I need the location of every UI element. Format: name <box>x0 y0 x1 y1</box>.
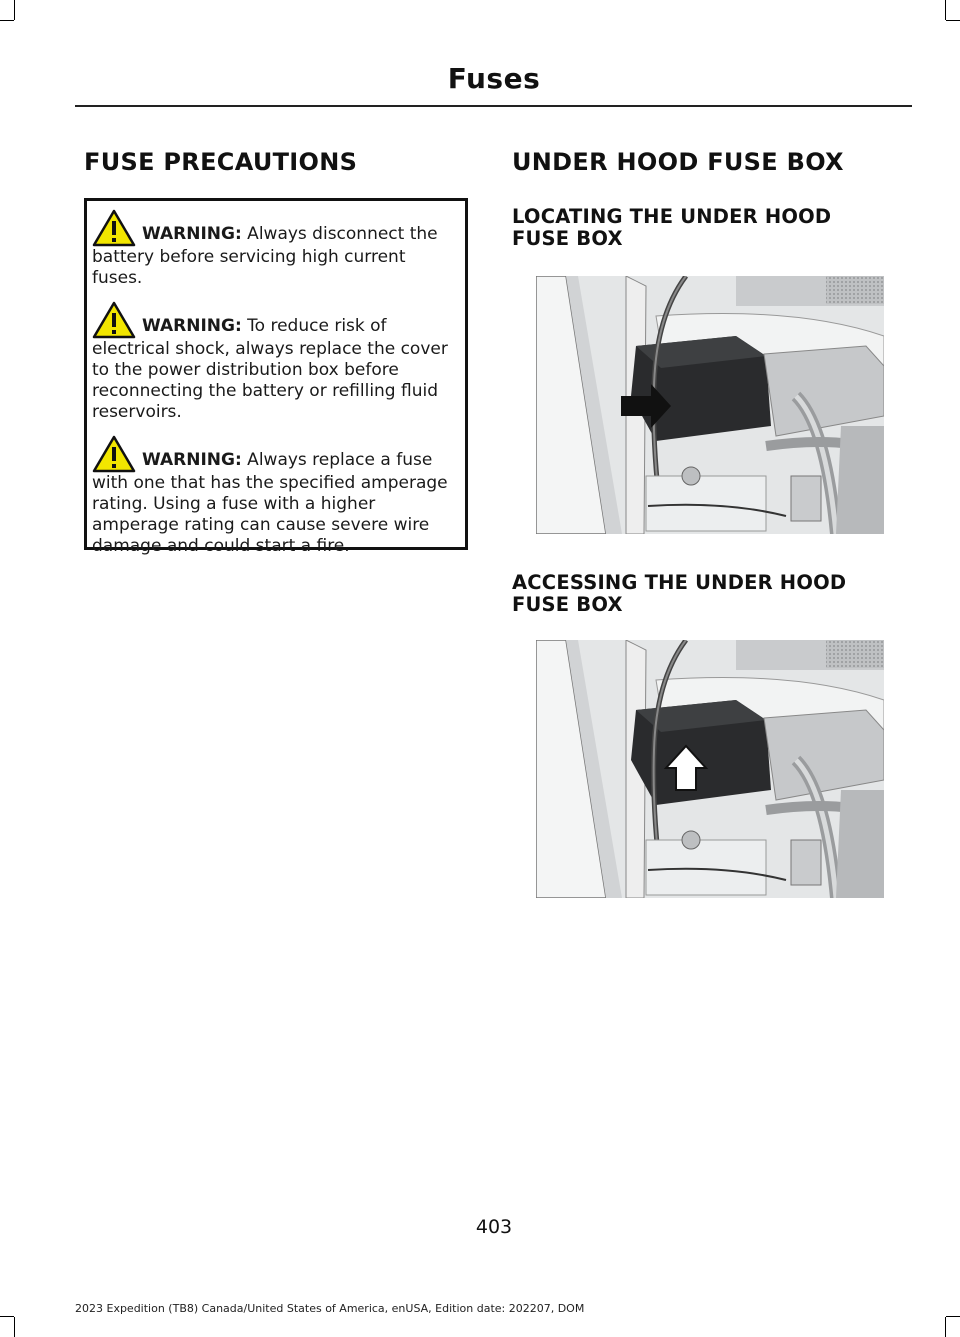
crop-mark <box>945 0 946 20</box>
engine-bay-illustration <box>536 276 884 534</box>
warning-box <box>84 198 468 556</box>
crop-mark <box>14 1317 15 1337</box>
warning-label: WARNING: <box>142 316 242 336</box>
left-column <box>84 146 474 556</box>
footer-edition-info: 2023 Expedition (TB8) Canada/United States of America, enUSA, Edition date: 202207, DOM <box>75 1302 585 1315</box>
locating-fuse-box-heading: LOCATING THE UNDER HOOD FUSE BOX <box>512 205 832 250</box>
crop-mark <box>14 0 15 20</box>
under-hood-fuse-box-heading: UNDER HOOD FUSE BOX <box>512 148 844 176</box>
warning-triangle-icon <box>92 435 136 473</box>
warning-text: To reduce risk of electrical shock, always replace the cover to the power distribution box before reconnecting the battery or refilling fluid reservoirs. <box>92 316 448 422</box>
warning-text: Always disconnect the battery before servicing high current fuses. <box>92 224 438 288</box>
page-header-title: Fuses <box>447 62 541 95</box>
crop-mark <box>946 1316 960 1317</box>
crop-mark <box>0 1316 14 1317</box>
warning-item <box>92 435 459 557</box>
right-column <box>512 146 892 616</box>
crop-mark <box>945 1317 946 1337</box>
page-number: 403 <box>475 1216 513 1238</box>
warning-text: Always replace a fuse with one that has the specified amperage rating. Using a fuse with a higher amperage rating can cause severe wire damage and could start a fire. <box>92 450 448 556</box>
warning-item <box>92 301 459 423</box>
accessing-fuse-box-heading: ACCESSING THE UNDER HOOD FUSE BOX <box>512 571 847 616</box>
crop-mark <box>946 20 960 21</box>
engine-bay-illustration <box>536 640 884 898</box>
crop-mark <box>0 20 14 21</box>
warning-item <box>92 209 459 289</box>
warning-label: WARNING: <box>142 224 242 244</box>
warning-triangle-icon <box>92 209 136 247</box>
engine-bay-figure-locating <box>536 276 884 534</box>
warning-label: WARNING: <box>142 450 242 470</box>
fuse-precautions-heading: FUSE PRECAUTIONS <box>84 148 358 176</box>
warning-triangle-icon <box>92 301 136 339</box>
header-divider <box>75 105 912 107</box>
engine-bay-figure-accessing <box>536 640 884 898</box>
